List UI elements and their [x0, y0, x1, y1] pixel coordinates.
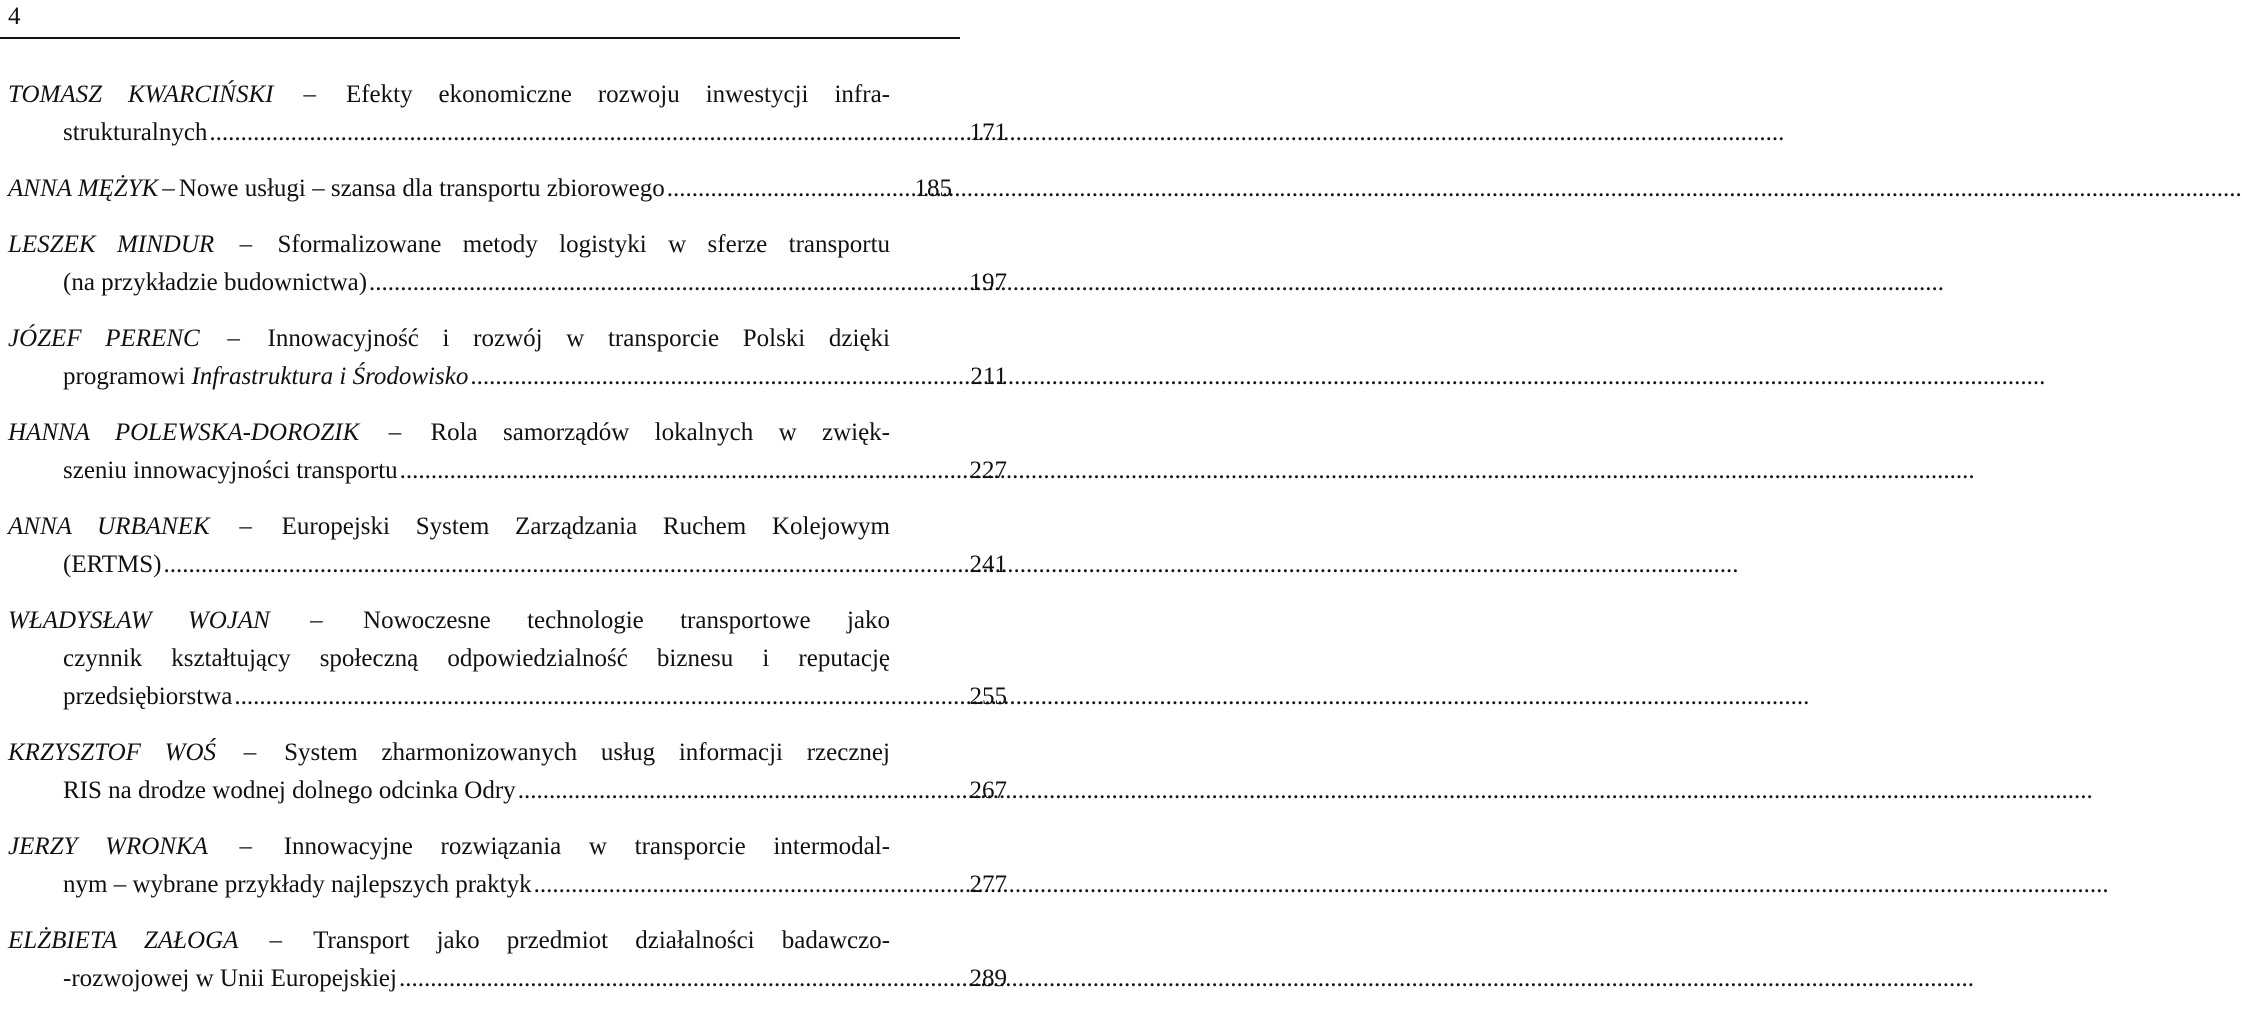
- toc-entry: [8, 828, 1007, 904]
- toc-entry-dash: –: [220, 739, 281, 766]
- page-number: 4: [8, 3, 21, 30]
- toc-entry-first-line: [8, 170, 952, 208]
- toc-entry: [8, 602, 1007, 716]
- toc-entry-dash: –: [203, 325, 264, 352]
- toc-entry-page: 241: [969, 551, 1007, 578]
- toc-entry-last-line: [8, 114, 1007, 152]
- toc-entry: [8, 734, 1007, 810]
- toc-entry-title-end: przedsiębiorstwa: [63, 683, 233, 710]
- toc-entry-leader: [164, 546, 1739, 584]
- entry-spacer: [8, 584, 952, 602]
- toc-entry-leader: [518, 772, 2093, 810]
- toc-entry-first-line: [8, 828, 890, 866]
- toc-entry-author: HANNA POLEWSKA-DOROZIK: [8, 419, 360, 446]
- toc-entry-dash: –: [277, 81, 342, 108]
- toc-entry: [8, 170, 952, 208]
- entry-spacer: [8, 810, 952, 828]
- toc-entry-author: WŁADYSŁAW WOJAN: [8, 607, 270, 634]
- toc-entry-page: 211: [970, 363, 1007, 390]
- toc-entry: [8, 76, 1007, 152]
- toc-entry-dash: –: [242, 927, 310, 954]
- toc-entry-last-line: [8, 866, 1007, 904]
- toc-entry-dash: –: [162, 175, 175, 202]
- toc-entry-title-end: nym – wybrane przykłady najlepszych praktyk: [63, 871, 532, 898]
- toc-entry: [8, 226, 1007, 302]
- toc-entry-author: ELŻBIETA ZAŁOGA: [8, 927, 239, 954]
- toc-entry-last-line: [8, 678, 1007, 716]
- toc-entry-dash: –: [213, 513, 278, 540]
- toc-entry-page: 171: [969, 119, 1007, 146]
- toc-entry-first-line: [8, 922, 890, 960]
- toc-entry-dash: –: [273, 607, 360, 634]
- toc-entry-dash: –: [218, 231, 274, 258]
- toc-entry: [8, 320, 1007, 396]
- toc-entry-first-line: [8, 734, 890, 772]
- toc-entry-leader: [534, 866, 2109, 904]
- toc-entry-author: TOMASZ KWARCIŃSKI: [8, 81, 274, 108]
- toc-entry-first-line: [8, 76, 890, 114]
- toc-entry-page: 227: [969, 457, 1007, 484]
- toc-entry-page: 277: [969, 871, 1007, 898]
- entry-spacer: [8, 208, 952, 226]
- toc-entry-title: Europejski System Zarządzania Ruchem Kolejowym: [281, 513, 890, 540]
- toc-entry-title: Nowoczesne technologie transportowe jako: [363, 607, 891, 634]
- toc-entry-first-line: [8, 320, 890, 358]
- toc-entry-page: 267: [969, 777, 1007, 804]
- toc-entry-page: 197: [969, 269, 1007, 296]
- toc-entry-last-line: [8, 960, 1007, 998]
- toc-entry-leader: [667, 170, 2242, 208]
- toc-entry-leader: [470, 358, 2045, 396]
- toc-entry-last-line: [8, 358, 1007, 396]
- toc-entry: [8, 922, 1007, 998]
- toc-entry-dash: –: [363, 419, 427, 446]
- entry-spacer: [8, 904, 952, 922]
- toc-entry-author: JÓZEF PERENC: [8, 325, 200, 352]
- toc-entry-author: ANNA MĘŻYK: [8, 175, 159, 202]
- toc-entry-first-line: [8, 226, 890, 264]
- toc-entry-author: JERZY WRONKA: [8, 833, 208, 860]
- toc-entry-last-line: [8, 264, 1007, 302]
- toc-entry-program-name: Infrastruktura i Środowisko: [191, 363, 469, 390]
- toc-entry-title: Rola samorządów lokalnych w zwięk-: [430, 419, 890, 446]
- toc-entry-title: Innowacyjne rozwiązania w transporcie intermodal-: [283, 833, 891, 860]
- toc-entry-first-line: [8, 414, 890, 452]
- toc-entry-title-end: programowi: [63, 363, 192, 390]
- entry-spacer: [8, 396, 952, 414]
- toc-entry-page: 255: [969, 683, 1007, 710]
- toc-entry-title-end: RIS na drodze wodnej dolnego odcinka Odry: [63, 777, 516, 804]
- toc-entry-dash: –: [211, 833, 280, 860]
- toc-entry-last-line: [8, 546, 1007, 584]
- entry-spacer: [8, 716, 952, 734]
- toc-entry-continuation-line: czynnik kształtujący społeczną odpowiedzialność biznesu i reputację: [63, 645, 890, 672]
- toc-entry-leader: [234, 678, 1809, 716]
- toc-entry-title: Transport jako przedmiot działalności badawczo-: [313, 927, 891, 954]
- toc-entry-title: Nowe usługi – szansa dla transportu zbiorowego: [178, 175, 665, 202]
- toc-entry-title-end: szeniu innowacyjności transportu: [63, 457, 398, 484]
- entry-spacer: [8, 302, 952, 320]
- toc-entry: [8, 508, 1007, 584]
- toc-entry-leader: [369, 264, 1944, 302]
- entry-spacer: [8, 152, 952, 170]
- toc-entry-author: LESZEK MINDUR: [8, 231, 215, 258]
- table-of-contents: [8, 76, 1007, 998]
- toc-entry-title: System zharmonizowanych usług informacji rzecznej: [284, 739, 890, 766]
- toc-entry-leader: [399, 960, 1974, 998]
- toc-entry-title-end: -rozwojowej w Unii Europejskiej: [63, 965, 397, 992]
- toc-entry-page: 185: [914, 175, 952, 202]
- toc-entry-page: 289: [969, 965, 1007, 992]
- toc-entry-last-line: [8, 772, 1007, 810]
- toc-entry-title: Innowacyjność i rozwój w transporcie Polski dzięki: [267, 325, 890, 352]
- toc-entry-title-end: (ERTMS): [63, 551, 162, 578]
- toc-entry-title: Efekty ekonomiczne rozwoju inwestycji infra-: [345, 81, 890, 108]
- entry-spacer: [8, 490, 952, 508]
- toc-entry-title: Sformalizowane metody logistyki w sferze transportu: [277, 231, 891, 258]
- toc-entry-title-end: strukturalnych: [63, 119, 208, 146]
- toc-entry-author: ANNA URBANEK: [8, 513, 210, 540]
- toc-entry-first-line: [8, 602, 890, 640]
- toc-entry-first-line: [8, 508, 890, 546]
- header-rule: [0, 37, 960, 39]
- toc-entry-author: KRZYSZTOF WOŚ: [8, 739, 217, 766]
- toc-entry-leader: [400, 452, 1975, 490]
- toc-entry: [8, 414, 1007, 490]
- toc-entry-last-line: [8, 452, 1007, 490]
- toc-entry-title-end: (na przykładzie budownictwa): [63, 269, 368, 296]
